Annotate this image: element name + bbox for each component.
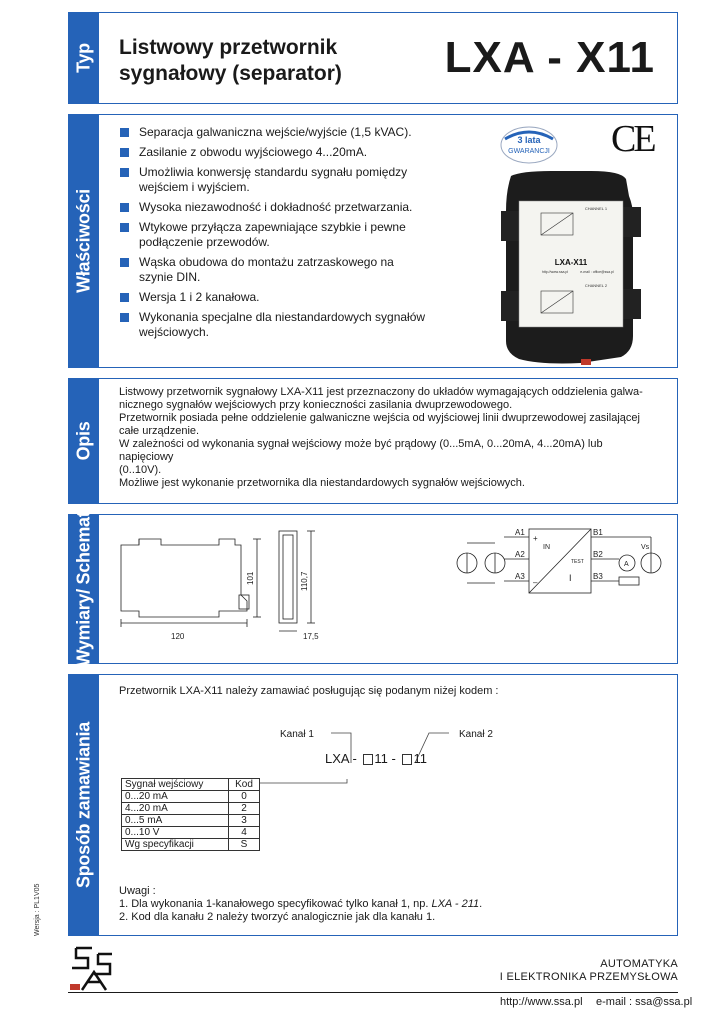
product-title	[119, 35, 342, 87]
device-image	[461, 171, 661, 366]
company-line2: I ELEKTRONIKA PRZEMYSŁOWA	[499, 971, 678, 983]
feature-item: Wąska obudowa do montażu zatrzaskowego na szynie DIN.	[119, 255, 429, 285]
footer-url[interactable]: http://www.ssa.pl	[500, 996, 583, 1008]
device-channel2: CHANNEL 2	[584, 283, 608, 288]
code-mid: 11 -	[374, 751, 396, 766]
features-content	[99, 115, 677, 367]
in-label: IN	[543, 544, 550, 551]
features-list	[119, 125, 429, 345]
table-header: Kod	[229, 779, 260, 791]
side-height-label: 110,7	[300, 571, 309, 591]
company-logo	[68, 944, 128, 994]
table-row	[122, 791, 260, 803]
logo-text: SSA	[68, 944, 71, 945]
footer-divider	[68, 992, 678, 993]
note1-text: 1. Dla wykonania 1-kanałowego specyfikować tylko kanał 1, np.	[119, 898, 432, 910]
terminal-a3: A3	[515, 572, 525, 581]
description-line: Przetwornik posiada pełne oddzielenie galwaniczne wejścia od wyjściowej linii dwuprzewodowej zasilającej	[119, 412, 640, 424]
description-line: Listwowy przetwornik sygnałowy LXA-X11 jest przeznaczony do układów wymagających oddzielenia galwa-	[119, 386, 643, 398]
ce-mark: CE	[611, 118, 654, 160]
table-cell: 4...20 mA	[122, 803, 229, 815]
dimensions-content	[99, 515, 677, 663]
test-label: TEST	[571, 559, 584, 565]
table-row	[122, 839, 260, 851]
front-view	[121, 539, 261, 627]
description-tab	[69, 379, 99, 503]
code-end: 11	[413, 751, 427, 766]
table-header-row	[122, 779, 260, 791]
feature-item: Umożliwia konwersję standardu sygnału pomiędzy wejściem i wyjściem.	[119, 165, 429, 195]
ordering-tab-label: Sposób zamawiania	[73, 722, 94, 888]
device-email: e-mail : office@ssa.pl	[580, 270, 614, 274]
company-line1: AUTOMATYKA	[600, 958, 678, 970]
table-cell: S	[229, 839, 260, 851]
version-label: Wersja : PL1V05	[34, 883, 41, 936]
code-prefix: LXA -	[325, 751, 357, 766]
ammeter-label: A	[624, 561, 629, 568]
table-header: Sygnał wejściowy	[122, 779, 229, 791]
minus-label: –	[533, 578, 538, 587]
schematic	[457, 529, 661, 593]
code-table	[121, 778, 260, 851]
terminal-a2: A2	[515, 550, 525, 559]
terminal-b1: B1	[593, 528, 603, 537]
device-label: LXA-X11	[554, 258, 588, 267]
table-row	[122, 827, 260, 839]
type-content	[99, 13, 677, 103]
device-url: http://www.ssa.pl	[541, 270, 569, 274]
features-tab	[69, 115, 99, 367]
description-line: nicznego sygnałów wejściowych przy konieczności zasilania dwuprzewodowego.	[119, 399, 513, 411]
description-section	[68, 378, 678, 504]
type-tab	[69, 13, 99, 103]
table-row	[122, 815, 260, 827]
feature-item: Wersja 1 i 2 kanałowa.	[119, 290, 429, 305]
description-line: (0..10V).	[119, 464, 162, 476]
warranty-years: 3 lata	[517, 135, 541, 145]
note1-suffix: .	[479, 898, 483, 910]
ordering-section	[68, 674, 678, 936]
dimensions-tab	[69, 511, 99, 667]
feature-item: Wykonania specjalne dla niestandardowych sygnałów wejściowych.	[119, 310, 429, 340]
table-cell: Wg specyfikacji	[122, 839, 229, 851]
feature-item: Separacja galwaniczna wejście/wyjście (1,5 kVAC).	[119, 125, 429, 140]
terminal-b2: B2	[593, 550, 603, 559]
vs-label: Vs	[641, 544, 650, 551]
features-section	[68, 114, 678, 368]
footer-email[interactable]: e-mail : ssa@ssa.pl	[596, 996, 693, 1008]
description-line: Możliwe jest wykonanie przetwornika dla niestandardowych sygnałów wejściowych.	[119, 477, 525, 489]
channel1-label: Kanał 1	[280, 729, 314, 740]
channel2-label: Kanał 2	[459, 729, 493, 740]
plus-label: +	[533, 534, 538, 543]
dimensions-tab-label: Wymiary/ Schemat	[73, 511, 94, 667]
dimension-drawing	[99, 515, 679, 663]
table-cell: 0	[229, 791, 260, 803]
type-section	[68, 12, 678, 104]
description-line: W zależności od wykonania sygnał wejściowy może być prądowy (0...5mA, 0...20mA, 4...20mA) lub napięciowy	[119, 438, 603, 463]
table-cell: 3	[229, 815, 260, 827]
table-row	[122, 803, 260, 815]
features-tab-label: Właściwości	[73, 189, 94, 293]
table-cell: 0...5 mA	[122, 815, 229, 827]
ordering-intro: Przetwornik LXA-X11 należy zamawiać posługując się podanym niżej kodem :	[119, 685, 499, 697]
product-title-line1: Listwowy przetwornik	[119, 36, 338, 59]
note1-example: LXA - 211	[431, 898, 480, 910]
ordering-content	[99, 675, 677, 935]
height-label: 101	[246, 571, 255, 585]
table-cell: 0...10 V	[122, 827, 229, 839]
device-channel1: CHANNEL 1	[584, 206, 608, 211]
ordering-notes	[119, 885, 482, 924]
table-cell: 4	[229, 827, 260, 839]
description-text	[119, 386, 659, 490]
product-title-line2: sygnałowy (separator)	[119, 62, 342, 85]
description-line: całe urządzenie.	[119, 425, 200, 437]
table-cell: 0...20 mA	[122, 791, 229, 803]
description-tab-label: Opis	[73, 421, 94, 461]
code-box-1	[363, 754, 373, 765]
current-label: I	[569, 573, 572, 583]
warranty-label: GWARANCJI	[508, 148, 550, 155]
side-view	[279, 531, 315, 631]
table-cell: 2	[229, 803, 260, 815]
dimensions-section	[68, 511, 678, 667]
terminal-a1: A1	[515, 528, 525, 537]
width-label: 120	[171, 632, 185, 641]
company-name	[500, 958, 678, 984]
ordering-tab	[69, 675, 99, 935]
feature-item: Wtykowe przyłącza zapewniające szybkie i pewne podłączenie przewodów.	[119, 220, 429, 250]
code-box-2	[402, 754, 412, 765]
model-number: LXA - X11	[444, 33, 655, 82]
feature-item: Wysoka niezawodność i dokładność przetwarzania.	[119, 200, 429, 215]
terminal-b3: B3	[593, 572, 603, 581]
depth-label: 17,5	[303, 632, 319, 641]
warranty-badge	[499, 123, 559, 167]
note-2: 2. Kod dla kanału 2 należy tworzyć analogicznie jak dla kanału 1.	[119, 911, 436, 923]
description-content	[99, 379, 677, 503]
note-1	[119, 898, 482, 911]
feature-item: Zasilanie z obwodu wyjściowego 4...20mA.	[119, 145, 429, 160]
notes-title: Uwagi :	[119, 885, 156, 897]
type-tab-label: Typ	[73, 43, 94, 73]
order-code	[325, 751, 427, 766]
